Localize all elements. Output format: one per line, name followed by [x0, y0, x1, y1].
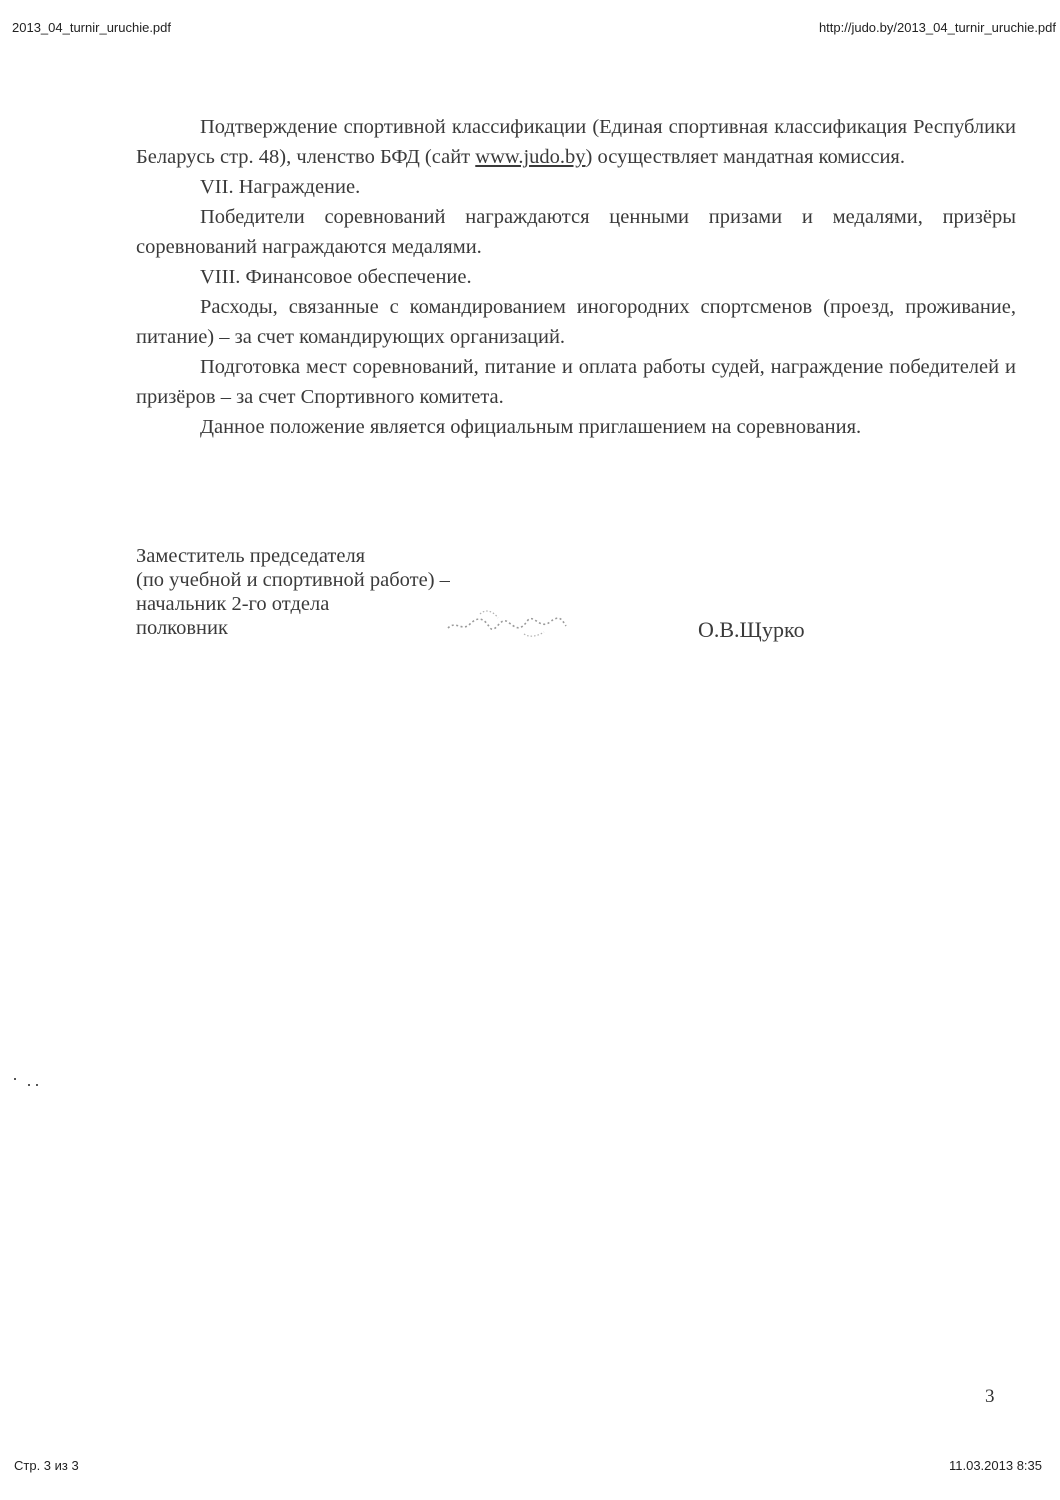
page-number: 3 — [985, 1386, 995, 1407]
signature-block — [136, 544, 856, 644]
signer-title-line-1: Заместитель председателя — [136, 545, 366, 567]
header-url: http://judo.by/2013_04_turnir_uruchie.pdf — [818, 20, 1056, 35]
scan-speck — [28, 1084, 30, 1086]
handwritten-signature-icon — [440, 602, 570, 642]
paragraph-classification-text-end: ) осуществляет мандатная комиссия. — [585, 146, 905, 168]
signer-title-line-2: (по учебной и спортивной работе) – — [136, 569, 450, 591]
paragraph-invitation: Данное положение является официальным приглашением на соревнования. — [200, 416, 862, 438]
signer-title-line-3: начальник 2-го отдела — [136, 593, 330, 615]
footer-datetime: 11.03.2013 8:35 — [948, 1458, 1042, 1473]
scan-speck — [14, 1078, 16, 1080]
signature-row — [136, 616, 856, 644]
paragraph-awards: Победители соревнований награждаются ценными призами и медалями, призёры соревнований награждаются медалями. — [136, 206, 1016, 258]
paragraph-classification — [136, 112, 1016, 172]
paragraph-classification-text-start: Подтверждение спортивной классификации (Единая спортивная классификация Республики Беларусь стр. 48), членство БФД (сайт — [136, 116, 1016, 168]
judo-website-link[interactable]: www.judo.by — [475, 146, 586, 168]
signer-name: О.В.Щурко — [698, 617, 805, 642]
document-body — [136, 112, 1016, 442]
section-finance-title: VIII. Финансовое обеспечение. — [200, 266, 472, 288]
signer-rank: полковник — [136, 617, 228, 639]
footer-page-info: Стр. 3 из 3 — [14, 1458, 79, 1473]
scan-speck — [36, 1084, 38, 1086]
header-filename: 2013_04_turnir_uruchie.pdf — [12, 20, 172, 35]
paragraph-preparation: Подготовка мест соревнований, питание и оплата работы судей, награждение победителей и призёров – за счет Спортивного комитета. — [136, 356, 1016, 408]
paragraph-expenses: Расходы, связанные с командированием иногородних спортсменов (проезд, проживание, питание) – за счет командирующих организаций. — [136, 296, 1016, 348]
section-awards-title: VII. Награждение. — [200, 176, 361, 198]
